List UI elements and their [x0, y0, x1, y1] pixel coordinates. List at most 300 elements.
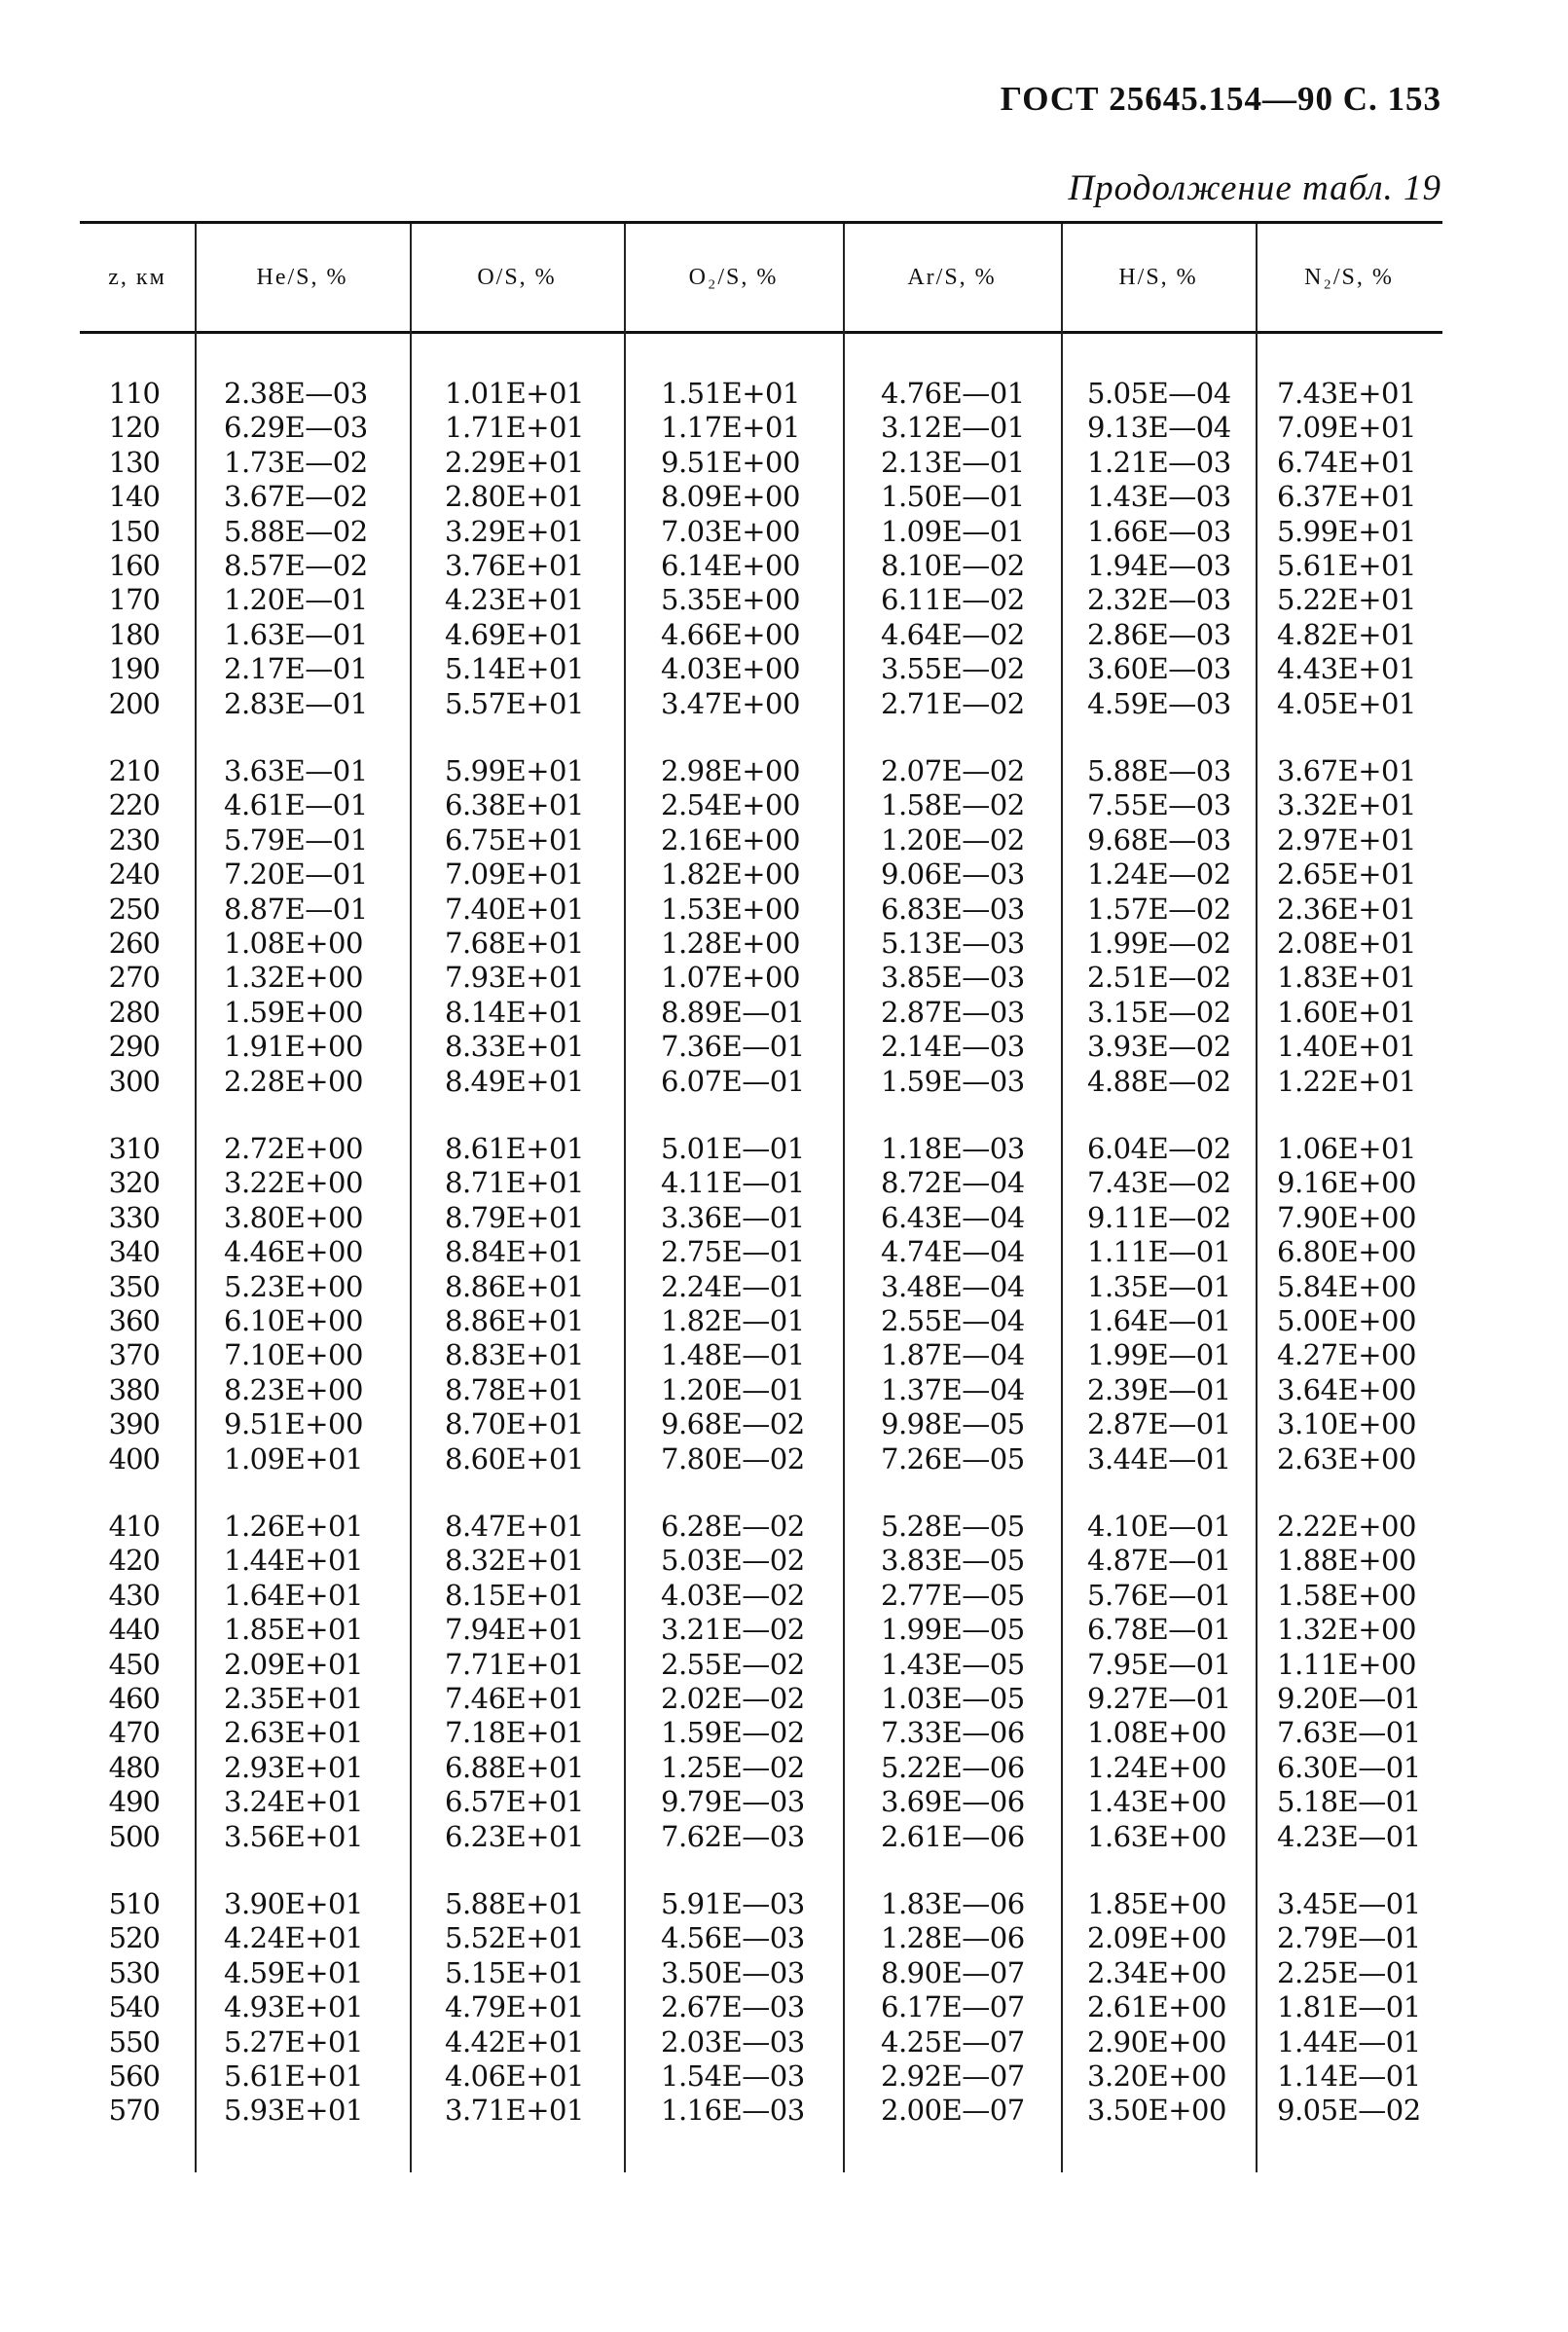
table-cell-z-value: 170 — [108, 583, 160, 617]
table-cell-ar-value: 1.03E—05 — [881, 1682, 1025, 1715]
table-cell-o2-value: 6.07E—01 — [661, 1064, 805, 1098]
table-cell-n2-value: 2.63E+00 — [1277, 1441, 1416, 1476]
table-cell-z-value: 430 — [108, 1578, 160, 1612]
table-cell-n2-value: 5.84E+00 — [1277, 1269, 1416, 1303]
table-cell-ar-value: 1.43E—05 — [881, 1647, 1025, 1681]
table-cell-h-value: 2.90E+00 — [1087, 2024, 1226, 2059]
table-cell-h-value: 1.08E+00 — [1087, 1716, 1226, 1750]
table-cell-ar-value: 2.61E—06 — [881, 1819, 1025, 1853]
table-cell-h-value: 3.44E—01 — [1087, 1441, 1231, 1476]
table-cell-n2-value: 4.27E+00 — [1277, 1338, 1416, 1372]
table-cell-n2-value: 2.08E+01 — [1277, 927, 1416, 960]
table-cell-n2-value: 3.64E+00 — [1277, 1372, 1416, 1406]
table-cell-ar-value: 2.14E—03 — [881, 1030, 1025, 1064]
table-cell-ar-value: 6.83E—03 — [881, 892, 1025, 926]
table-cell-h-value: 7.43E—02 — [1087, 1166, 1231, 1200]
table-cell-he-value: 3.90E+01 — [224, 1887, 363, 1920]
table-cell-he-value: 5.93E+01 — [224, 2094, 363, 2128]
table-cell-o-value: 6.38E+01 — [445, 788, 584, 822]
table-cell-o-value: 3.71E+01 — [445, 2094, 584, 2128]
table-cell-h-value: 2.32E—03 — [1087, 583, 1231, 617]
table-cell-ar-value: 9.06E—03 — [881, 857, 1025, 892]
table-cell-h-value: 2.34E+00 — [1087, 1955, 1226, 1989]
table-cell-he-value: 6.10E+00 — [224, 1304, 363, 1337]
table-cell-he-value: 5.79E—01 — [224, 822, 368, 856]
table-top-rule — [80, 221, 1442, 224]
table-cell-o2-value: 4.56E—03 — [661, 1921, 805, 1955]
table-cell-o-value: 2.80E+01 — [445, 480, 584, 514]
table-cell-ar-value: 1.59E—03 — [881, 1064, 1025, 1098]
table-cell-z-value: 510 — [108, 1887, 160, 1920]
table-cell-h-value: 2.51E—02 — [1087, 961, 1231, 995]
column-divider — [1061, 224, 1063, 2172]
table-cell-o2-value: 8.09E+00 — [661, 480, 800, 514]
table-cell-ar-value: 4.76E—01 — [881, 377, 1025, 410]
table-header-rule — [80, 331, 1442, 334]
table-cell-n2-value: 9.20E—01 — [1277, 1682, 1421, 1715]
table-cell-n2-value: 1.60E+01 — [1277, 995, 1416, 1029]
table-cell-h-value: 1.43E—03 — [1087, 480, 1231, 514]
table-cell-ar-value: 2.87E—03 — [881, 995, 1025, 1029]
table-cell-z-value: 260 — [108, 927, 160, 960]
table-cell-o-value: 7.68E+01 — [445, 927, 584, 960]
table-cell-o2-value: 8.89E—01 — [661, 995, 805, 1029]
table-cell-o2-value: 2.02E—02 — [661, 1682, 805, 1715]
table-cell-o2-value: 9.68E—02 — [661, 1407, 805, 1441]
table-cell-ar-value: 1.09E—01 — [881, 514, 1025, 548]
table-cell-z-value: 550 — [108, 2024, 160, 2059]
table-cell-ar-value: 4.25E—07 — [881, 2024, 1025, 2059]
table-cell-h-value: 1.24E—02 — [1087, 857, 1231, 892]
table-cell-ar-value: 6.43E—04 — [881, 1200, 1025, 1234]
table-cell-o2-value: 1.28E+00 — [661, 927, 800, 960]
table-cell-h-value: 1.57E—02 — [1087, 892, 1231, 926]
table-cell-z-value: 390 — [108, 1407, 160, 1441]
table-cell-z-value: 210 — [108, 754, 160, 787]
table-cell-he-value: 3.24E+01 — [224, 1785, 363, 1819]
table-cell-z-value: 280 — [108, 995, 160, 1029]
table-cell-z-value: 270 — [108, 961, 160, 995]
table-cell-ar-value: 2.92E—07 — [881, 2059, 1025, 2093]
table-cell-o-value: 2.29E+01 — [445, 445, 584, 479]
table-cell-he-value: 3.22E+00 — [224, 1166, 363, 1200]
table-cell-h-value: 1.99E—01 — [1087, 1338, 1231, 1372]
table-cell-z-value: 300 — [108, 1064, 160, 1098]
table-cell-he-value: 2.28E+00 — [224, 1064, 363, 1098]
table-cell-o-value: 8.32E+01 — [445, 1544, 584, 1578]
table-cell-o-value: 8.70E+01 — [445, 1407, 584, 1441]
table-cell-o-value: 8.71E+01 — [445, 1166, 584, 1200]
table-cell-he-value: 4.61E—01 — [224, 788, 368, 822]
table-cell-n2-value: 1.32E+00 — [1277, 1613, 1416, 1647]
table-cell-h-value: 9.11E—02 — [1087, 1200, 1231, 1234]
table-cell-ar-value: 8.10E—02 — [881, 549, 1025, 582]
table-cell-he-value: 4.93E+01 — [224, 1990, 363, 2024]
table-cell-o-value: 1.01E+01 — [445, 377, 584, 410]
table-cell-h-value: 1.63E+00 — [1087, 1819, 1226, 1853]
table-cell-z-value: 420 — [108, 1544, 160, 1578]
table-cell-o2-value: 1.82E—01 — [661, 1304, 805, 1337]
table-cell-n2-value: 3.10E+00 — [1277, 1407, 1416, 1441]
table-cell-z-value: 110 — [108, 377, 160, 410]
table-cell-ar-value: 5.13E—03 — [881, 927, 1025, 960]
table-cell-h-value: 3.60E—03 — [1087, 652, 1231, 686]
table-cell-ar-value: 7.26E—05 — [881, 1441, 1025, 1476]
table-cell-n2-value: 3.32E+01 — [1277, 788, 1416, 822]
table-cell-he-value: 1.20E—01 — [224, 583, 368, 617]
table-cell-he-value: 9.51E+00 — [224, 1407, 363, 1441]
table-cell-z-value: 240 — [108, 857, 160, 892]
table-cell-z-value: 310 — [108, 1132, 160, 1165]
table-cell-ar-value: 4.64E—02 — [881, 617, 1025, 651]
table-cell-h-value: 1.99E—02 — [1087, 927, 1231, 960]
table-cell-h-value: 3.20E+00 — [1087, 2059, 1226, 2093]
table-cell-o-value: 6.23E+01 — [445, 1819, 584, 1853]
table-cell-ar-value: 1.99E—05 — [881, 1613, 1025, 1647]
table-cell-n2-value: 4.82E+01 — [1277, 617, 1416, 651]
table-cell-he-value: 2.17E—01 — [224, 652, 368, 686]
table-cell-ar-value: 9.98E—05 — [881, 1407, 1025, 1441]
column-divider — [1256, 224, 1258, 2172]
table-cell-o-value: 5.88E+01 — [445, 1887, 584, 1920]
table-cell-o2-value: 2.03E—03 — [661, 2024, 805, 2059]
table-cell-h-value: 1.85E+00 — [1087, 1887, 1226, 1920]
table-cell-o2-value: 1.53E+00 — [661, 892, 800, 926]
table-cell-h-value: 9.13E—04 — [1087, 411, 1231, 445]
table-cell-he-value: 1.91E+00 — [224, 1030, 363, 1064]
table-cell-o2-value: 7.62E—03 — [661, 1819, 805, 1853]
table-cell-ar-value: 8.90E—07 — [881, 1955, 1025, 1989]
table-cell-o2-value: 7.03E+00 — [661, 514, 800, 548]
table-cell-h-value: 2.61E+00 — [1087, 1990, 1226, 2024]
table-cell-o2-value: 2.16E+00 — [661, 822, 800, 856]
table-cell-he-value: 4.24E+01 — [224, 1921, 363, 1955]
table-cell-n2-value: 4.05E+01 — [1277, 686, 1416, 720]
table-cell-n2-value: 5.99E+01 — [1277, 514, 1416, 548]
table-cell-z-value: 560 — [108, 2059, 160, 2093]
table-cell-o-value: 8.83E+01 — [445, 1338, 584, 1372]
table-cell-n2-value: 1.06E+01 — [1277, 1132, 1416, 1165]
table-cell-z-value: 400 — [108, 1441, 160, 1476]
table-cell-he-value: 1.09E+01 — [224, 1441, 363, 1476]
table-cell-h-value: 6.04E—02 — [1087, 1132, 1231, 1165]
table-cell-ar-value: 1.87E—04 — [881, 1338, 1025, 1372]
column-header-he: He/S, % — [256, 265, 348, 290]
table-cell-h-value: 1.11E—01 — [1087, 1235, 1231, 1269]
table-cell-z-value: 450 — [108, 1647, 160, 1681]
table-cell-o2-value: 1.82E+00 — [661, 857, 800, 892]
page-header: ГОСТ 25645.154—90 С. 153 — [1000, 80, 1441, 118]
table-cell-ar-value: 1.18E—03 — [881, 1132, 1025, 1165]
column-divider — [410, 224, 412, 2172]
table-cell-n2-value: 2.36E+01 — [1277, 892, 1416, 926]
table-cell-he-value: 3.67E—02 — [224, 480, 368, 514]
table-cell-n2-value: 4.23E—01 — [1277, 1819, 1421, 1853]
table-cell-z-value: 330 — [108, 1200, 160, 1234]
table-cell-h-value: 7.95E—01 — [1087, 1647, 1231, 1681]
table-cell-o2-value: 5.91E—03 — [661, 1887, 805, 1920]
table-cell-ar-value: 2.55E—04 — [881, 1304, 1025, 1337]
table-cell-ar-value: 3.12E—01 — [881, 411, 1025, 445]
table-cell-z-value: 150 — [108, 514, 160, 548]
table-cell-he-value: 8.57E—02 — [224, 549, 368, 582]
table-cell-he-value: 1.73E—02 — [224, 445, 368, 479]
table-cell-ar-value: 8.72E—04 — [881, 1166, 1025, 1200]
table-cell-n2-value: 1.14E—01 — [1277, 2059, 1421, 2093]
table-cell-o-value: 8.15E+01 — [445, 1578, 584, 1612]
table-cell-o2-value: 4.03E—02 — [661, 1578, 805, 1612]
table-cell-ar-value: 2.77E—05 — [881, 1578, 1025, 1612]
table-cell-z-value: 570 — [108, 2094, 160, 2128]
table-cell-n2-value: 7.63E—01 — [1277, 1716, 1421, 1750]
table-cell-he-value: 7.10E+00 — [224, 1338, 363, 1372]
table-cell-o-value: 8.78E+01 — [445, 1372, 584, 1406]
table-cell-o2-value: 5.35E+00 — [661, 583, 800, 617]
table-cell-o-value: 7.93E+01 — [445, 961, 584, 995]
table-cell-o-value: 5.57E+01 — [445, 686, 584, 720]
table-cell-ar-value: 6.11E—02 — [881, 583, 1025, 617]
table-cell-he-value: 1.08E+00 — [224, 927, 363, 960]
table-cell-ar-value: 3.48E—04 — [881, 1269, 1025, 1303]
table-cell-ar-value: 2.13E—01 — [881, 445, 1025, 479]
table-cell-o-value: 8.33E+01 — [445, 1030, 584, 1064]
table-cell-n2-value: 3.45E—01 — [1277, 1887, 1421, 1920]
table-cell-o-value: 8.79E+01 — [445, 1200, 584, 1234]
table-cell-o2-value: 2.98E+00 — [661, 754, 800, 787]
table-cell-he-value: 4.46E+00 — [224, 1235, 363, 1269]
table-cell-o-value: 8.14E+01 — [445, 995, 584, 1029]
table-cell-ar-value: 6.17E—07 — [881, 1990, 1025, 2024]
table-cell-he-value: 5.23E+00 — [224, 1269, 363, 1303]
table-cell-n2-value: 1.11E+00 — [1277, 1647, 1416, 1681]
table-cell-o-value: 8.47E+01 — [445, 1510, 584, 1543]
table-cell-n2-value: 5.22E+01 — [1277, 583, 1416, 617]
table-cell-he-value: 3.80E+00 — [224, 1200, 363, 1234]
table-cell-o-value: 6.57E+01 — [445, 1785, 584, 1819]
table-cell-he-value: 2.83E—01 — [224, 686, 368, 720]
column-header-z: z, км — [108, 265, 166, 290]
table-cell-he-value: 5.88E—02 — [224, 514, 368, 548]
table-cell-z-value: 120 — [108, 411, 160, 445]
table-cell-z-value: 410 — [108, 1510, 160, 1543]
table-cell-o-value: 7.09E+01 — [445, 857, 584, 892]
table-cell-z-value: 520 — [108, 1921, 160, 1955]
table-cell-h-value: 1.21E—03 — [1087, 445, 1231, 479]
table-cell-he-value: 1.59E+00 — [224, 995, 363, 1029]
table-cell-o-value: 1.71E+01 — [445, 411, 584, 445]
table-cell-he-value: 3.63E—01 — [224, 754, 368, 787]
table-cell-o-value: 4.42E+01 — [445, 2024, 584, 2059]
table-cell-n2-value: 6.74E+01 — [1277, 445, 1416, 479]
table-cell-ar-value: 2.71E—02 — [881, 686, 1025, 720]
table-cell-o-value: 6.75E+01 — [445, 822, 584, 856]
table-cell-n2-value: 9.05E—02 — [1277, 2094, 1421, 2128]
table-cell-o2-value: 1.48E—01 — [661, 1338, 805, 1372]
table-cell-h-value: 6.78E—01 — [1087, 1613, 1231, 1647]
table-cell-n2-value: 6.80E+00 — [1277, 1235, 1416, 1269]
table-cell-o-value: 7.18E+01 — [445, 1716, 584, 1750]
table-cell-o-value: 3.76E+01 — [445, 549, 584, 582]
table-cell-ar-value: 5.22E—06 — [881, 1750, 1025, 1784]
table-cell-n2-value: 5.61E+01 — [1277, 549, 1416, 582]
table-cell-o2-value: 2.67E—03 — [661, 1990, 805, 2024]
table-cell-o2-value: 3.50E—03 — [661, 1955, 805, 1989]
table-cell-ar-value: 1.28E—06 — [881, 1921, 1025, 1955]
table-cell-z-value: 160 — [108, 549, 160, 582]
table-cell-o2-value: 6.28E—02 — [661, 1510, 805, 1543]
table-cell-o2-value: 9.51E+00 — [661, 445, 800, 479]
table-cell-ar-value: 1.50E—01 — [881, 480, 1025, 514]
table-cell-ar-value: 3.55E—02 — [881, 652, 1025, 686]
table-cell-o2-value: 2.55E—02 — [661, 1647, 805, 1681]
table-cell-ar-value: 3.85E—03 — [881, 961, 1025, 995]
table-cell-o-value: 5.14E+01 — [445, 652, 584, 686]
table-cell-o-value: 7.94E+01 — [445, 1613, 584, 1647]
table-cell-o2-value: 4.03E+00 — [661, 652, 800, 686]
table-cell-he-value: 2.93E+01 — [224, 1750, 363, 1784]
table-cell-h-value: 1.66E—03 — [1087, 514, 1231, 548]
table-cell-z-value: 190 — [108, 652, 160, 686]
table-cell-h-value: 1.24E+00 — [1087, 1750, 1226, 1784]
table-cell-n2-value: 1.88E+00 — [1277, 1544, 1416, 1578]
table-cell-n2-value: 4.43E+01 — [1277, 652, 1416, 686]
table-cell-n2-value: 3.67E+01 — [1277, 754, 1416, 787]
table-cell-n2-value: 2.65E+01 — [1277, 857, 1416, 892]
table-cell-z-value: 220 — [108, 788, 160, 822]
table-cell-n2-value: 5.18E—01 — [1277, 1785, 1421, 1819]
table-cell-he-value: 4.59E+01 — [224, 1955, 363, 1989]
table-cell-he-value: 8.23E+00 — [224, 1372, 363, 1406]
table-continuation-caption: Продолжение табл. 19 — [1068, 168, 1441, 208]
table-cell-h-value: 4.87E—01 — [1087, 1544, 1231, 1578]
table-cell-he-value: 2.35E+01 — [224, 1682, 363, 1715]
table-cell-n2-value: 1.22E+01 — [1277, 1064, 1416, 1098]
table-cell-h-value: 4.10E—01 — [1087, 1510, 1231, 1543]
table-cell-z-value: 350 — [108, 1269, 160, 1303]
column-divider — [195, 224, 197, 2172]
table-cell-o-value: 4.79E+01 — [445, 1990, 584, 2024]
table-cell-h-value: 4.59E—03 — [1087, 686, 1231, 720]
table-cell-ar-value: 7.33E—06 — [881, 1716, 1025, 1750]
table-cell-h-value: 2.09E+00 — [1087, 1921, 1226, 1955]
table-cell-o2-value: 1.17E+01 — [661, 411, 800, 445]
table-cell-z-value: 290 — [108, 1030, 160, 1064]
table-cell-h-value: 3.93E—02 — [1087, 1030, 1231, 1064]
table-cell-z-value: 340 — [108, 1235, 160, 1269]
table-cell-o-value: 8.60E+01 — [445, 1441, 584, 1476]
table-cell-o-value: 8.61E+01 — [445, 1132, 584, 1165]
table-cell-he-value: 2.09E+01 — [224, 1647, 363, 1681]
table-cell-o-value: 7.40E+01 — [445, 892, 584, 926]
table-cell-ar-value: 1.58E—02 — [881, 788, 1025, 822]
table-cell-he-value: 1.26E+01 — [224, 1510, 363, 1543]
table-cell-o-value: 5.15E+01 — [445, 1955, 584, 1989]
table-cell-h-value: 1.35E—01 — [1087, 1269, 1231, 1303]
table-cell-h-value: 7.55E—03 — [1087, 788, 1231, 822]
table-cell-h-value: 1.43E+00 — [1087, 1785, 1226, 1819]
table-cell-z-value: 460 — [108, 1682, 160, 1715]
table-cell-ar-value: 3.69E—06 — [881, 1785, 1025, 1819]
table-cell-o2-value: 7.80E—02 — [661, 1441, 805, 1476]
column-divider — [624, 224, 626, 2172]
table-cell-h-value: 5.05E—04 — [1087, 377, 1231, 410]
table-cell-n2-value: 2.22E+00 — [1277, 1510, 1416, 1543]
table-cell-o2-value: 1.20E—01 — [661, 1372, 805, 1406]
table-cell-z-value: 380 — [108, 1372, 160, 1406]
table-cell-ar-value: 5.28E—05 — [881, 1510, 1025, 1543]
table-cell-o-value: 4.69E+01 — [445, 617, 584, 651]
table-cell-z-value: 490 — [108, 1785, 160, 1819]
table-cell-o2-value: 3.47E+00 — [661, 686, 800, 720]
table-cell-o-value: 5.99E+01 — [445, 754, 584, 787]
table-cell-he-value: 8.87E—01 — [224, 892, 368, 926]
table-cell-he-value: 2.38E—03 — [224, 377, 368, 410]
table-cell-z-value: 370 — [108, 1338, 160, 1372]
table-cell-o-value: 7.71E+01 — [445, 1647, 584, 1681]
table-cell-o2-value: 6.14E+00 — [661, 549, 800, 582]
table-cell-z-value: 180 — [108, 617, 160, 651]
table-cell-h-value: 5.76E—01 — [1087, 1578, 1231, 1612]
table-cell-z-value: 230 — [108, 822, 160, 856]
table-cell-n2-value: 2.97E+01 — [1277, 822, 1416, 856]
column-header-o: O/S, % — [477, 265, 557, 290]
table-cell-ar-value: 1.83E—06 — [881, 1887, 1025, 1920]
table-cell-h-value: 2.86E—03 — [1087, 617, 1231, 651]
table-cell-o2-value: 2.75E—01 — [661, 1235, 805, 1269]
table-cell-h-value: 3.50E+00 — [1087, 2094, 1226, 2128]
table-cell-o2-value: 5.01E—01 — [661, 1132, 805, 1165]
table-cell-h-value: 9.68E—03 — [1087, 822, 1231, 856]
table-cell-z-value: 360 — [108, 1304, 160, 1337]
table-cell-ar-value: 1.20E—02 — [881, 822, 1025, 856]
table-cell-n2-value: 1.83E+01 — [1277, 961, 1416, 995]
table-cell-o2-value: 9.79E—03 — [661, 1785, 805, 1819]
table-cell-o-value: 8.84E+01 — [445, 1235, 584, 1269]
table-cell-o2-value: 4.66E+00 — [661, 617, 800, 651]
table-cell-o2-value: 3.36E—01 — [661, 1200, 805, 1234]
table-cell-o2-value: 5.03E—02 — [661, 1544, 805, 1578]
table-cell-n2-value: 1.58E+00 — [1277, 1578, 1416, 1612]
table-cell-o-value: 6.88E+01 — [445, 1750, 584, 1784]
table-cell-he-value: 1.63E—01 — [224, 617, 368, 651]
table-cell-ar-value: 1.37E—04 — [881, 1372, 1025, 1406]
table-cell-ar-value: 2.00E—07 — [881, 2094, 1025, 2128]
table-cell-h-value: 1.94E—03 — [1087, 549, 1231, 582]
column-header-h: H/S, % — [1118, 265, 1198, 290]
table-cell-he-value: 7.20E—01 — [224, 857, 368, 892]
table-cell-n2-value: 6.37E+01 — [1277, 480, 1416, 514]
table-cell-n2-value: 2.79E—01 — [1277, 1921, 1421, 1955]
table-cell-o2-value: 4.11E—01 — [661, 1166, 805, 1200]
table-cell-z-value: 320 — [108, 1166, 160, 1200]
table-cell-ar-value: 3.83E—05 — [881, 1544, 1025, 1578]
table-cell-z-value: 530 — [108, 1955, 160, 1989]
table-cell-o-value: 8.86E+01 — [445, 1304, 584, 1337]
table-cell-o2-value: 1.25E—02 — [661, 1750, 805, 1784]
table-cell-o2-value: 2.54E+00 — [661, 788, 800, 822]
table-cell-o2-value: 1.07E+00 — [661, 961, 800, 995]
table-cell-h-value: 4.88E—02 — [1087, 1064, 1231, 1098]
table-cell-o2-value: 2.24E—01 — [661, 1269, 805, 1303]
table-cell-he-value: 5.27E+01 — [224, 2024, 363, 2059]
table-cell-o2-value: 7.36E—01 — [661, 1030, 805, 1064]
table-cell-h-value: 3.15E—02 — [1087, 995, 1231, 1029]
table-cell-he-value: 2.72E+00 — [224, 1132, 363, 1165]
table-cell-n2-value: 1.81E—01 — [1277, 1990, 1421, 2024]
table-cell-o2-value: 1.59E—02 — [661, 1716, 805, 1750]
table-cell-o2-value: 1.54E—03 — [661, 2059, 805, 2093]
table-cell-o-value: 8.86E+01 — [445, 1269, 584, 1303]
